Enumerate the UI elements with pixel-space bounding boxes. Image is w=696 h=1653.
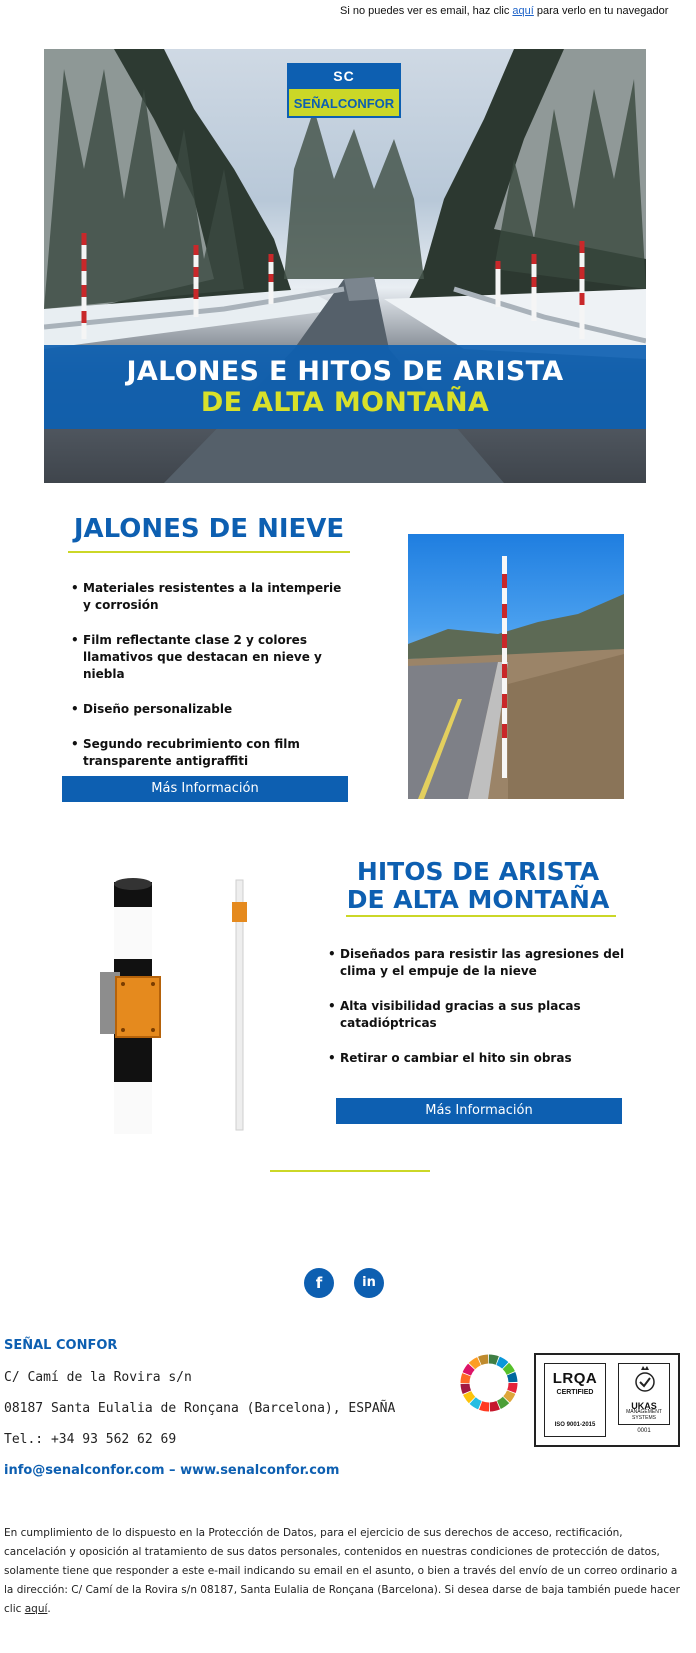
footer-company-name: SEÑAL CONFOR	[4, 1338, 118, 1353]
hito-post-illustration	[94, 872, 264, 1142]
hero-title-band	[44, 345, 646, 429]
hero-title-line1: JALONES E HITOS DE ARISTA	[126, 356, 564, 387]
list-item: • Segundo recubrimiento con film transparente antigraffiti	[71, 736, 351, 770]
hito-product-image[interactable]	[94, 872, 264, 1142]
section1-title-underline	[68, 551, 350, 553]
ukas-box	[618, 1363, 670, 1425]
snow-pole-illustration	[408, 534, 624, 799]
list-item: • Film reflectante clase 2 y colores llamativos que destacan en nieve y niebla	[71, 632, 351, 683]
lrqa-ukas-certification-badge	[534, 1353, 680, 1447]
section1-more-info-button[interactable]: Más Información	[62, 776, 348, 802]
list-item: • Materiales resistentes a la intemperie y corrosión	[71, 580, 351, 614]
facebook-icon[interactable]: f	[304, 1268, 334, 1298]
list-item: • Diseñados para resistir las agresiones del clima y el empuje de la nieve	[328, 946, 648, 980]
hero-banner[interactable]	[44, 49, 646, 483]
footer-address-line2: 08187 Santa Eulalia de Ronçana (Barcelona), ESPAÑA	[4, 1401, 396, 1416]
section2-feature-list	[328, 946, 648, 1085]
section2-title-line2: DE ALTA MONTAÑA	[346, 885, 610, 914]
sdg-wheel-logo	[458, 1352, 520, 1414]
legal-text-end: .	[47, 1603, 51, 1615]
ukas-crown-check-icon	[619, 1364, 671, 1394]
footer-email-link[interactable]: info@senalconfor.com	[4, 1463, 165, 1478]
footer-links-separator: –	[164, 1463, 181, 1478]
legal-text: En cumplimiento de lo dispuesto en la Protección de Datos, para el ejercicio de sus derechos de acceso, rectificación, cancelación y oposición al tratamiento de sus datos personales, contenidos en nuestras condiciones de protección de datos, solamente tiene que responder a este e-mail indicando su email en el asunto, o bien a través del envío de un correo ordinario a la dirección: C/ Camí de la Rovira s/n 08187, Santa Eulalia de Ronçana (Barcelona). Si desea darse de baja también puede hacer clic	[4, 1527, 680, 1615]
lrqa-certified-box	[544, 1363, 606, 1437]
iso-text: ISO 9001-2015	[554, 1422, 596, 1428]
ukas-number: 0001	[637, 1428, 651, 1434]
management-systems-text: MANAGEMENT SYSTEMS	[626, 1409, 662, 1421]
section-divider	[270, 1170, 430, 1172]
view-in-browser-text-end: para verlo en tu navegador	[533, 5, 669, 17]
view-in-browser-link[interactable]: aquí	[512, 5, 534, 17]
section2-title	[336, 858, 620, 914]
ukas-text: UKAS	[631, 1401, 657, 1411]
section2-more-info-button[interactable]: Más Información	[336, 1098, 622, 1124]
section2-title-underline	[346, 915, 616, 917]
linkedin-icon[interactable]: in	[354, 1268, 384, 1298]
view-in-browser-text: Si no puedes ver es email, haz clic	[340, 5, 513, 17]
list-item: • Retirar o cambiar el hito sin obras	[328, 1050, 648, 1067]
footer-website-link[interactable]: www.senalconfor.com	[180, 1463, 340, 1478]
section2-title-line1: HITOS DE ARISTA	[356, 857, 600, 886]
sdg-wheel-icon	[458, 1352, 520, 1414]
section1-title: JALONES DE NIEVE	[73, 514, 345, 544]
footer-contact-links	[4, 1463, 339, 1478]
list-item: • Diseño personalizable	[71, 701, 351, 718]
lrqa-text: LRQA	[552, 1370, 598, 1387]
senalconfor-logo	[287, 63, 401, 118]
logo-bottom-text: SEÑALCONFOR	[287, 89, 401, 118]
logo-top-text: SC	[287, 63, 401, 89]
footer-address-line1: C/ Camí de la Rovira s/n	[4, 1370, 192, 1385]
hero-title-line2: DE ALTA MONTAÑA	[200, 387, 490, 418]
view-in-browser-note	[340, 5, 685, 17]
section1-feature-list	[71, 580, 351, 788]
unsubscribe-link[interactable]: aquí	[24, 1603, 48, 1615]
snow-pole-photo[interactable]	[408, 534, 624, 799]
list-item: • Alta visibilidad gracias a sus placas catadióptricas	[328, 998, 648, 1032]
legal-notice	[4, 1524, 684, 1619]
footer-telephone: Tel.: +34 93 562 62 69	[4, 1432, 177, 1447]
certified-text: CERTIFIED	[556, 1389, 594, 1396]
